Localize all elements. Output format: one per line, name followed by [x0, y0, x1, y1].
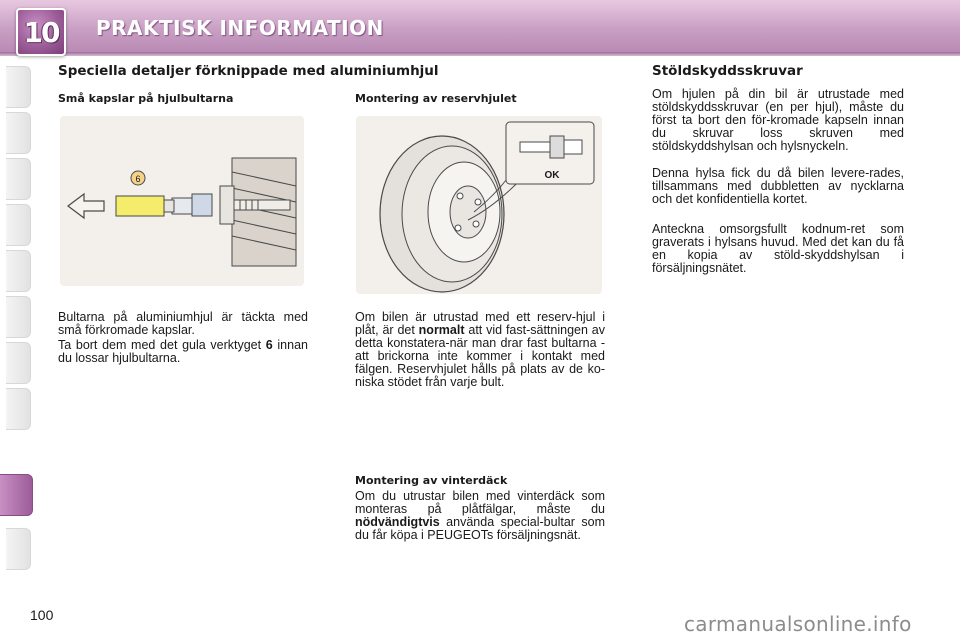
page-number: 100 [30, 607, 54, 623]
figure-spare-wheel [356, 116, 602, 294]
spare-wheel-illustration [356, 116, 602, 294]
text-bold: nödvändigtvis [355, 515, 440, 529]
figure-label-6: 6 [135, 174, 141, 184]
paragraph-winter-tyres [355, 490, 605, 542]
text-segment: att vid fast-sättningen av detta konstatera-när man drar fast bultarna - att brickorna inte kommer i kontakt med fälgen. Reservhjulet hålls på plats av de ko-niska stödet från varje bult. [355, 323, 605, 389]
text-bold: normalt [418, 323, 465, 337]
chapter-number: 10 [23, 15, 59, 49]
chapter-badge [16, 8, 66, 56]
side-tab[interactable] [6, 528, 31, 570]
watermark: carmanualsonline.info [684, 612, 912, 636]
header-strip [0, 52, 960, 56]
section-title-aluminium: Speciella detaljer förknippade med aluminiumhjul [58, 63, 439, 79]
subtitle-winter-tyres: Montering av vinterdäck [355, 474, 508, 487]
paragraph-spare-wheel [355, 311, 605, 389]
subtitle-caps: Små kapslar på hjulbultarna [58, 92, 234, 105]
side-tab[interactable] [6, 250, 31, 292]
side-tab[interactable] [6, 388, 31, 430]
paragraph-caps-1: Bultarna på aluminiumhjul är täckta med små förkromade kapslar. [58, 310, 308, 337]
side-tab[interactable] [6, 112, 31, 154]
side-tabs [0, 66, 34, 576]
text-segment: använda special-bultar som du får köpa i PEUGEOTs försäljningsnät. [355, 515, 605, 542]
text-segment: Om du utrustar bilen med vinterdäck som monteras på plåtfälgar, måste du [355, 489, 605, 516]
text-segment: Ta bort dem med det gula verktyget [58, 338, 266, 352]
text-bold: 6 [265, 338, 273, 352]
figure-bolt-caps [60, 116, 304, 286]
chapter-title: PRAKTISK INFORMATION [96, 16, 384, 40]
paragraph-anti-theft-2: Denna hylsa fick du då bilen levere-rades, tillsammans med dubbletten av nycklarna och det konfidentiella kortet. [652, 166, 904, 206]
side-tab-active[interactable] [0, 474, 33, 516]
bolt-cap-illustration [60, 116, 304, 286]
paragraph-caps-2 [58, 339, 308, 365]
side-tab[interactable] [6, 296, 31, 338]
paragraph-anti-theft-3: Anteckna omsorgsfullt kodnum-ret som graverats i hylsans huvud. Med det kan du få en kopia av stöld-skyddshylsan i försäljningsnätet. [652, 222, 904, 275]
section-title-anti-theft: Stöldskyddsskruvar [652, 63, 803, 79]
side-tab[interactable] [6, 342, 31, 384]
side-tab[interactable] [6, 158, 31, 200]
subtitle-spare-wheel: Montering av reservhjulet [355, 92, 517, 105]
text-segment: Om bilen är utrustad med ett reserv-hjul i plåt, är det [355, 310, 605, 337]
paragraph-anti-theft-1: Om hjulen på din bil är utrustade med stöldskyddsskruvar (en per hjul), måste du först ta bort den för-kromade kapseln innan du skruvar loss skruven med stöldskyddshylsan och hylsnyckeln. [652, 87, 904, 153]
figure-label-ok: OK [544, 170, 560, 181]
side-tab[interactable] [6, 204, 31, 246]
side-tab[interactable] [6, 66, 31, 108]
text-segment: innan du lossar hjulbultarna. [58, 338, 308, 365]
